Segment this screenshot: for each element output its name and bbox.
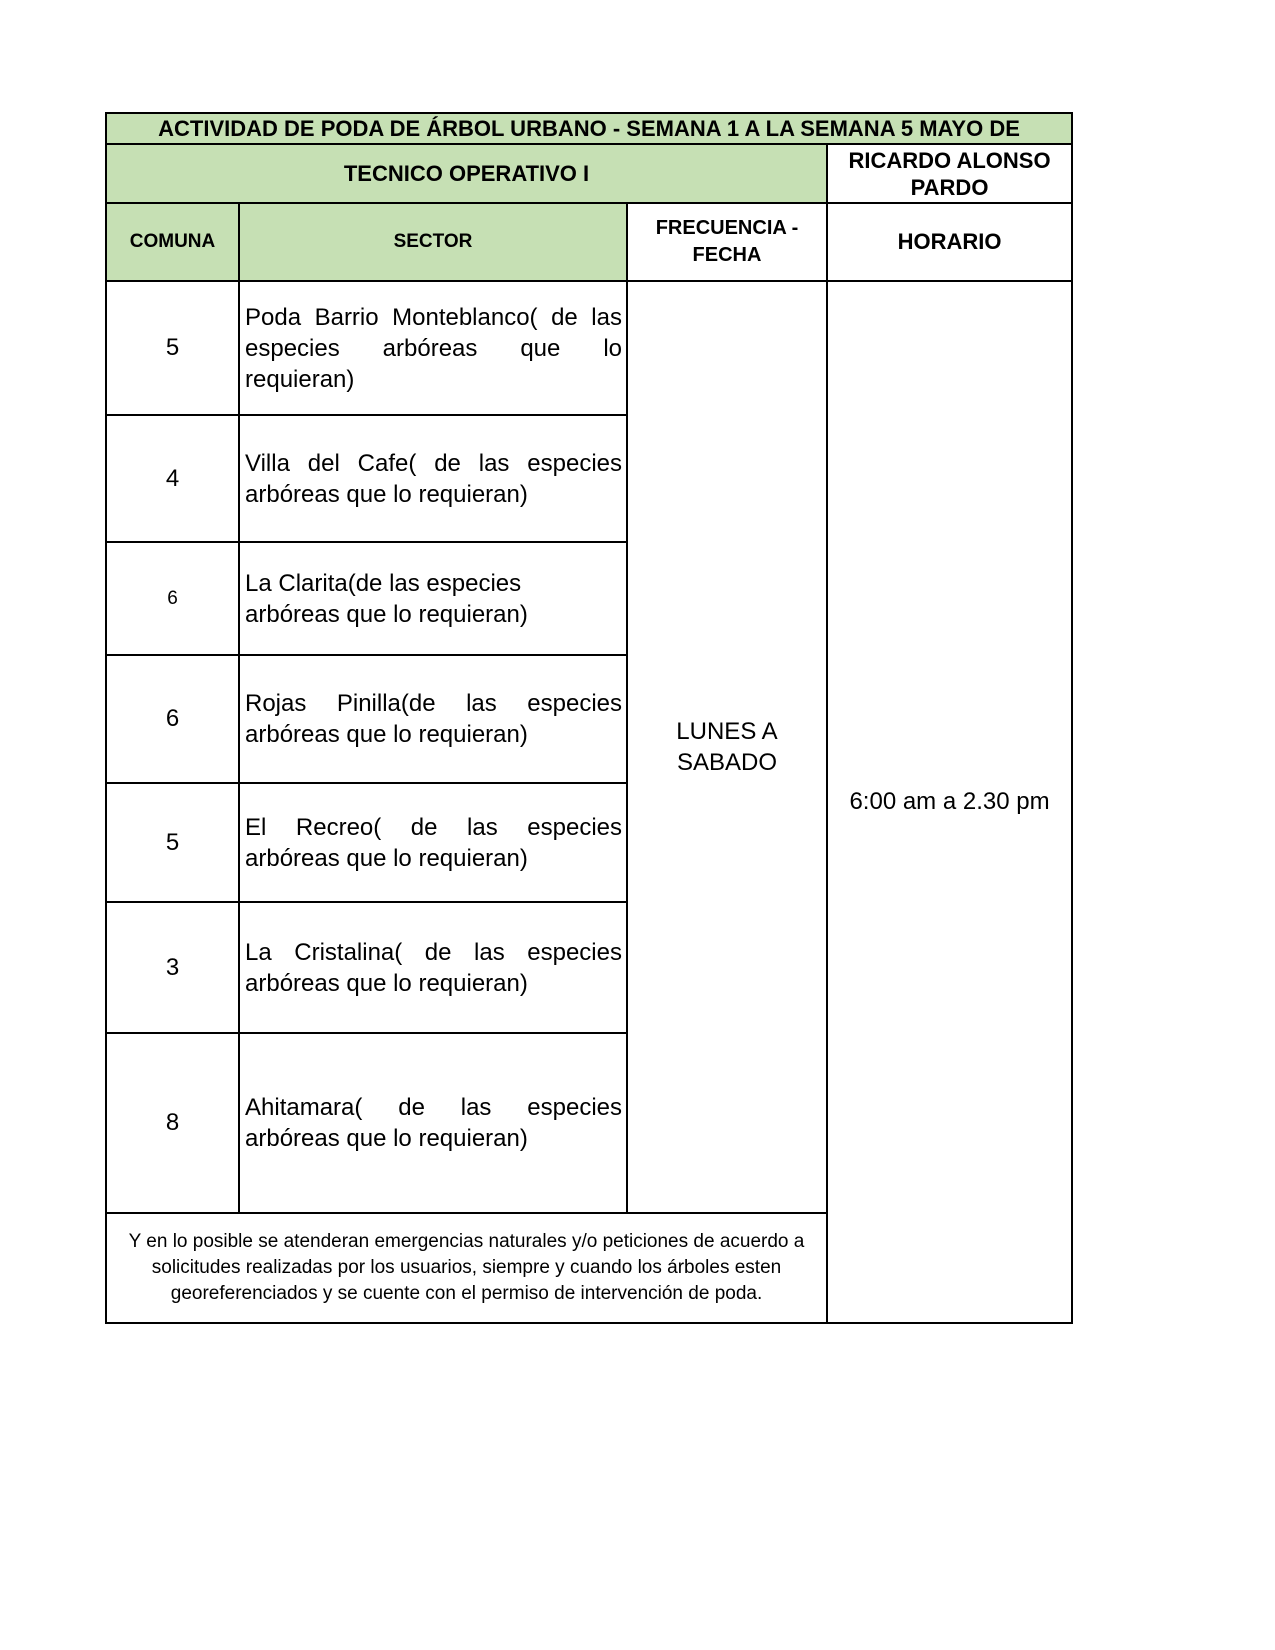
sector-cell: Rojas Pinilla(de las especies arbóreas que lo requieran) bbox=[239, 655, 627, 783]
table-row bbox=[106, 281, 1072, 415]
role-cell: TECNICO OPERATIVO I bbox=[106, 144, 827, 203]
header-row bbox=[106, 203, 1072, 281]
frecuencia-cell bbox=[627, 281, 827, 1213]
sector-cell: La Clarita(de las especies arbóreas que lo requieran) bbox=[239, 542, 627, 655]
table-title: ACTIVIDAD DE PODA DE ÁRBOL URBANO - SEMANA 1 A LA SEMANA 5 MAYO DE bbox=[106, 113, 1072, 144]
header-frecuencia bbox=[627, 203, 827, 281]
role-row bbox=[106, 144, 1072, 203]
sector-cell: Poda Barrio Monteblanco( de las especies arbóreas que lo requieran) bbox=[239, 281, 627, 415]
comuna-cell: 6 bbox=[106, 542, 239, 655]
header-comuna: COMUNA bbox=[106, 203, 239, 281]
comuna-cell: 8 bbox=[106, 1033, 239, 1213]
note-cell: Y en lo posible se atenderan emergencias naturales y/o peticiones de acuerdo a solicitudes realizadas por los usuarios, siempre y cuando los árboles esten georeferenciados y se cuente con el permiso de intervención de poda. bbox=[106, 1213, 827, 1323]
sector-cell: La Cristalina( de las especies arbóreas que lo requieran) bbox=[239, 902, 627, 1033]
header-frecuencia-text: FRECUENCIA - FECHA bbox=[655, 217, 799, 266]
sector-cell: Ahitamara( de las especies arbóreas que lo requieran) bbox=[239, 1033, 627, 1213]
header-sector: SECTOR bbox=[239, 203, 627, 281]
frecuencia-value: LUNES A SABADO bbox=[676, 718, 778, 776]
schedule-table bbox=[105, 112, 1073, 1324]
sector-cell: Villa del Cafe( de las especies arbóreas que lo requieran) bbox=[239, 415, 627, 542]
sector-cell: El Recreo( de las especies arbóreas que lo requieran) bbox=[239, 783, 627, 902]
header-horario: HORARIO bbox=[827, 203, 1072, 281]
comuna-cell: 5 bbox=[106, 783, 239, 902]
title-row bbox=[106, 113, 1072, 144]
horario-cell: 6:00 am a 2.30 pm bbox=[827, 281, 1072, 1323]
comuna-cell: 6 bbox=[106, 655, 239, 783]
schedule-table-frame bbox=[105, 112, 1071, 1330]
comuna-cell: 4 bbox=[106, 415, 239, 542]
person-cell: RICARDO ALONSO PARDO bbox=[827, 144, 1072, 203]
comuna-cell: 3 bbox=[106, 902, 239, 1033]
comuna-cell: 5 bbox=[106, 281, 239, 415]
